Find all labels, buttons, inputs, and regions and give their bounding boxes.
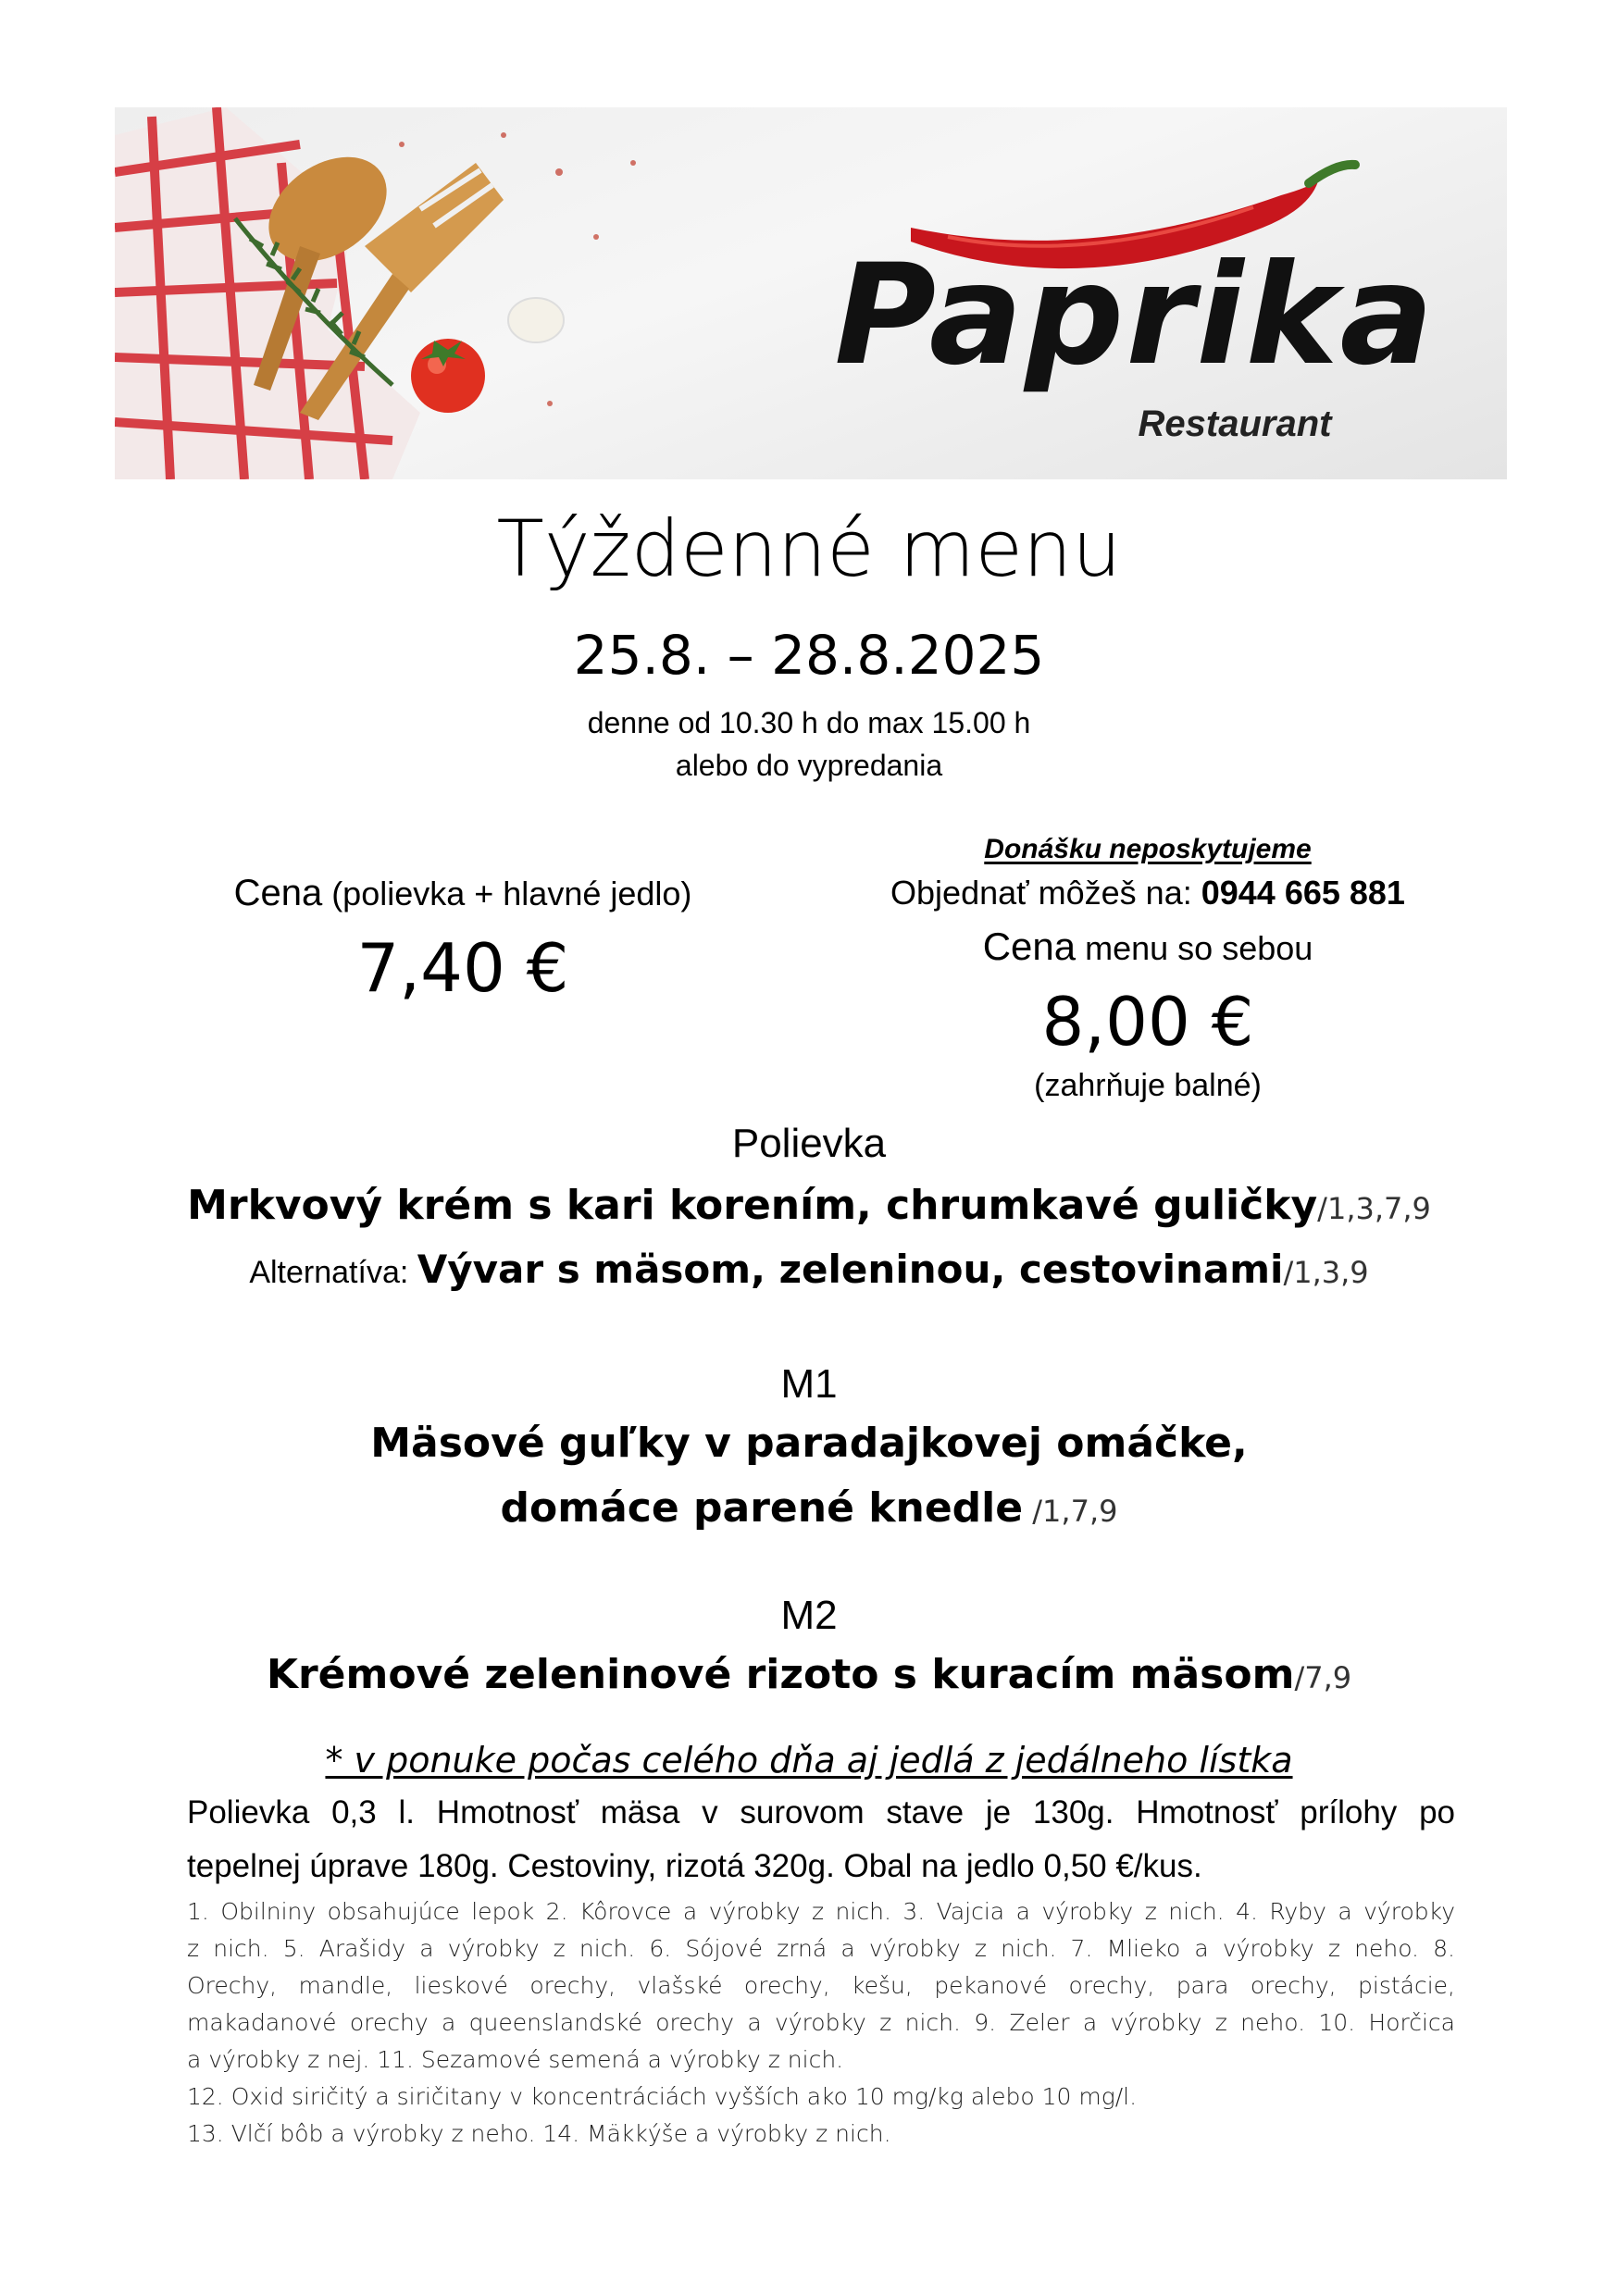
- order-label: Objednať môžeš na:: [890, 874, 1201, 912]
- soup-allergens: /1,3,7,9: [1317, 1191, 1431, 1226]
- packaging-note: (zahrňuje balné): [1034, 1068, 1262, 1103]
- takeaway-label-rest: menu so sebou: [1076, 929, 1313, 967]
- weights-line-1: Polievka 0,3 l. Hmotnosť mäsa v surovom stave je 130g. Hmotnosť prílohy po: [187, 1794, 1455, 1831]
- soup-name: Mrkvový krém s kari korením, chrumkavé guličky: [187, 1182, 1318, 1229]
- m2-name: Krémové zeleninové rizoto s kuracím mäsom: [266, 1651, 1295, 1698]
- allergen-legend-line: a výrobky z nej. 11. Sezamové semená a výrobky z nich.: [187, 2046, 844, 2073]
- delivery-note-text: Donášku neposkytujeme: [984, 834, 1312, 864]
- m1-dish-line2: [0, 1477, 1618, 1543]
- m1-heading: M1: [780, 1361, 838, 1407]
- phone-number[interactable]: 0944 665 881: [1201, 874, 1405, 912]
- m1-side: domáce parené knedle: [500, 1484, 1024, 1532]
- allergen-legend-line: makadanové orechy a queenslandské orechy a výrobky z nich. 9. Zeler a výrobky z neho. 10. Horčica: [187, 2009, 1455, 2036]
- m2-dish: [0, 1644, 1618, 1709]
- m1-allergens: /1,7,9: [1023, 1494, 1118, 1529]
- takeaway-price: 8,00 €: [1041, 983, 1254, 1061]
- tomato-icon: [411, 339, 485, 413]
- header-banner: [115, 107, 1507, 479]
- soup-dish: [0, 1175, 1618, 1239]
- allergen-legend-line: z nich. 5. Arašidy a výrobky z nich. 6. Sójové zrná a výrobky z nich. 7. Mlieko a výrobky z neho. 8.: [187, 1935, 1455, 1962]
- soup-alternative: [0, 1240, 1618, 1308]
- all-day-note-text: * v ponuke počas celého dňa aj jedlá z jedálneho lístka: [325, 1740, 1293, 1781]
- delivery-note: [833, 829, 1462, 870]
- garlic-icon: [508, 298, 564, 342]
- allergen-legend-line: 1. Obilniny obsahujúce lepok 2. Kôrovce a výrobky z nich. 3. Vajcia a výrobky z nich. 4. Ryby a výrobky: [187, 1898, 1455, 1925]
- brand-logo: Paprika: [834, 235, 1436, 396]
- m2-allergens: /7,9: [1294, 1660, 1352, 1695]
- soup-heading: Polievka: [731, 1121, 887, 1166]
- allergen-legend-line: Orechy, mandle, lieskové orechy, vlašské orechy, kešu, pekanové orechy, para orechy, pistácie,: [187, 1972, 1455, 1999]
- availability-note: alebo do vypredania: [675, 749, 943, 782]
- price-label-strong: Cena: [233, 873, 323, 913]
- alternative-soup-name: Vývar s mäsom, zeleninou, cestovinami: [417, 1247, 1284, 1292]
- brand-subtitle: Restaurant: [1138, 403, 1332, 444]
- dine-in-price-label: [185, 868, 741, 919]
- weights-line-2: tepelnej úprave 180g. Cestoviny, rizotá 320g. Obal na jedlo 0,50 €/kus.: [187, 1848, 1202, 1884]
- alternative-allergens: /1,3,9: [1283, 1255, 1369, 1290]
- all-day-note: [0, 1734, 1618, 1786]
- price-label-rest: (polievka + hlavné jedlo): [322, 875, 692, 912]
- allergen-legend-line: 13. Vlčí bôb a výrobky z neho. 14. Mäkkýše a výrobky z nich.: [187, 2120, 891, 2147]
- takeaway-label-strong: Cena: [982, 925, 1077, 968]
- allergen-legend-line: 12. Oxid siričitý a siričitany v koncentráciách vyšších ako 10 mg/kg alebo 10 mg/l.: [187, 2083, 1138, 2110]
- m1-dish-line1: Mäsové guľky v paradajkovej omáčke,: [370, 1420, 1248, 1467]
- alternative-label: Alternatíva:: [249, 1255, 417, 1290]
- date-range: 25.8. – 28.8.2025: [573, 624, 1045, 687]
- m2-heading: M2: [780, 1593, 838, 1638]
- serving-hours: denne od 10.30 h do max 15.00 h: [587, 706, 1031, 739]
- dine-in-price: 7,40 €: [356, 929, 569, 1007]
- order-phone-line: [833, 868, 1462, 918]
- takeaway-price-label: [833, 922, 1462, 974]
- page-title: Týždenné menu: [496, 503, 1122, 594]
- checkered-cloth-icon: [115, 107, 420, 479]
